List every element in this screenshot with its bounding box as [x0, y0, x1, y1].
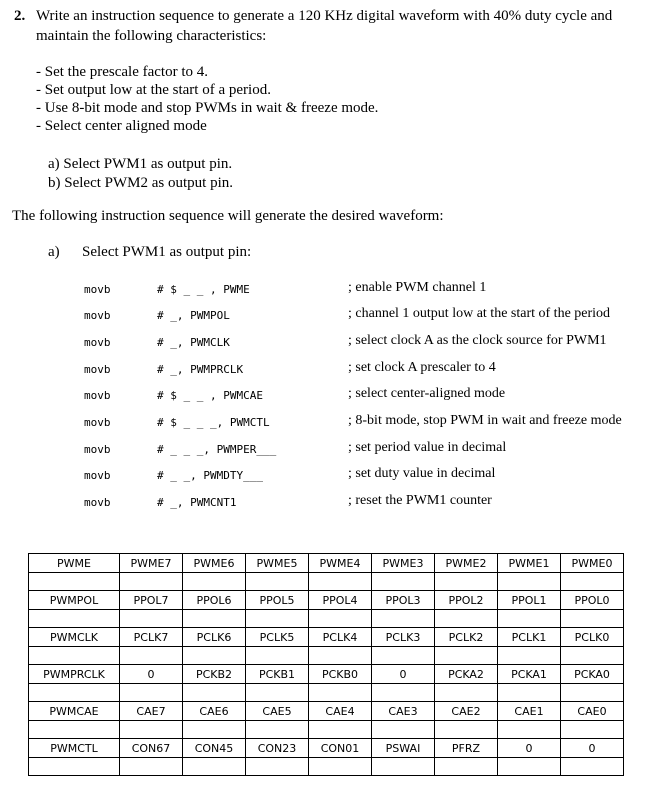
register-row: [29, 739, 624, 758]
register-value-row: [29, 647, 624, 665]
register-bit: 0: [372, 665, 435, 684]
register-value-row: [29, 758, 624, 776]
register-name: PWMPOL: [29, 591, 120, 610]
instruction-operand: # _ _, PWMDTY___: [157, 469, 263, 482]
register-value-cell: [435, 573, 498, 591]
sub-items-list: [48, 155, 233, 193]
register-bit: PPOL1: [498, 591, 561, 610]
register-bit: PCLK0: [561, 628, 624, 647]
instruction-mnemonic: movb: [84, 309, 111, 322]
register-bit: PCLK3: [372, 628, 435, 647]
instruction-comment: ; 8-bit mode, stop PWM in wait and freeze mode: [348, 413, 622, 428]
register-value-cell: [183, 684, 246, 702]
register-value-label: [29, 610, 120, 628]
register-value-cell: [183, 610, 246, 628]
register-value-cell: [309, 684, 372, 702]
register-value-cell: [120, 610, 183, 628]
register-value-cell: [309, 647, 372, 665]
register-value-cell: [561, 647, 624, 665]
register-row: [29, 628, 624, 647]
register-value-cell: [246, 684, 309, 702]
register-value-cell: [435, 684, 498, 702]
register-bit: PWME4: [309, 554, 372, 573]
register-bit: PCLK7: [120, 628, 183, 647]
register-value-row: [29, 573, 624, 591]
register-value-cell: [498, 610, 561, 628]
register-bit: PWME5: [246, 554, 309, 573]
register-bit: PCKB1: [246, 665, 309, 684]
register-value-cell: [561, 573, 624, 591]
part-a-title: Select PWM1 as output pin:: [82, 244, 252, 260]
instruction-operand: # $ _ _ , PWME: [157, 283, 250, 296]
register-value-cell: [183, 721, 246, 739]
instruction-operand: # $ _ _ _, PWMCTL: [157, 416, 270, 429]
sub-item: a) Select PWM1 as output pin.: [48, 156, 233, 172]
register-bit: 0: [561, 739, 624, 758]
register-row: [29, 665, 624, 684]
register-bit: CAE6: [183, 702, 246, 721]
instruction-mnemonic: movb: [84, 389, 111, 402]
instruction-operand: # _, PWMCNT1: [157, 496, 237, 509]
instruction-comment: ; set clock A prescaler to 4: [348, 360, 496, 375]
register-row: [29, 554, 624, 573]
requirement-item: - Use 8-bit mode and stop PWMs in wait & freeze mode.: [36, 100, 379, 116]
register-value-cell: [246, 721, 309, 739]
register-bit: PPOL2: [435, 591, 498, 610]
register-name: PWMPRCLK: [29, 665, 120, 684]
instruction-mnemonic: movb: [84, 443, 111, 456]
register-value-cell: [246, 573, 309, 591]
register-value-cell: [435, 610, 498, 628]
requirements-list: [36, 63, 378, 135]
instruction-comment: ; select clock A as the clock source for PWM1: [348, 333, 607, 348]
register-bit: PPOL7: [120, 591, 183, 610]
code-line: [0, 333, 665, 353]
register-bit: PWME1: [498, 554, 561, 573]
register-bit: PWME6: [183, 554, 246, 573]
register-value-cell: [309, 610, 372, 628]
register-bit: PCLK1: [498, 628, 561, 647]
instruction-mnemonic: movb: [84, 283, 111, 296]
register-value-cell: [309, 573, 372, 591]
register-bit: PCKB0: [309, 665, 372, 684]
instruction-operand: # _, PWMCLK: [157, 336, 230, 349]
register-value-cell: [498, 684, 561, 702]
part-a-heading: [48, 244, 251, 261]
register-bit: PWME0: [561, 554, 624, 573]
register-value-cell: [120, 721, 183, 739]
register-bit: PPOL3: [372, 591, 435, 610]
instruction-comment: ; select center-aligned mode: [348, 386, 506, 401]
code-line: [0, 280, 665, 300]
register-bit: CAE7: [120, 702, 183, 721]
register-value-cell: [120, 647, 183, 665]
register-value-cell: [120, 758, 183, 776]
register-bit: CAE2: [435, 702, 498, 721]
question-number: 2.: [14, 8, 26, 24]
register-bit: 0: [498, 739, 561, 758]
register-value-cell: [435, 647, 498, 665]
instruction-comment: ; set duty value in decimal: [348, 466, 496, 481]
register-bit: PWME3: [372, 554, 435, 573]
register-row: [29, 591, 624, 610]
register-name: PWMCLK: [29, 628, 120, 647]
instruction-mnemonic: movb: [84, 363, 111, 376]
code-line: [0, 306, 665, 326]
instruction-comment: ; set period value in decimal: [348, 440, 507, 455]
register-bit: PCLK4: [309, 628, 372, 647]
register-bit: CON01: [309, 739, 372, 758]
register-row: [29, 702, 624, 721]
instruction-mnemonic: movb: [84, 496, 111, 509]
code-line: [0, 493, 665, 513]
instruction-operand: # _ _ _, PWMPER___: [157, 443, 277, 456]
code-line: [0, 440, 665, 460]
part-a-label: a): [48, 244, 60, 260]
register-value-cell: [372, 647, 435, 665]
register-value-row: [29, 610, 624, 628]
instruction-operand: # _, PWMPRCLK: [157, 363, 244, 376]
register-value-cell: [561, 610, 624, 628]
register-value-cell: [561, 721, 624, 739]
register-bit: PSWAI: [372, 739, 435, 758]
register-value-cell: [498, 647, 561, 665]
register-bit: PCLK2: [435, 628, 498, 647]
register-value-label: [29, 684, 120, 702]
register-bit: PCLK5: [246, 628, 309, 647]
register-bit: PPOL6: [183, 591, 246, 610]
register-value-cell: [309, 758, 372, 776]
register-value-cell: [498, 721, 561, 739]
register-bit: CON23: [246, 739, 309, 758]
register-value-label: [29, 647, 120, 665]
instruction-comment: ; enable PWM channel 1: [348, 280, 487, 295]
register-value-cell: [561, 758, 624, 776]
register-name: PWMCTL: [29, 739, 120, 758]
register-bit: 0: [120, 665, 183, 684]
register-bit: PCKA2: [435, 665, 498, 684]
question-block: [14, 6, 654, 46]
register-bit: PWME7: [120, 554, 183, 573]
register-value-row: [29, 684, 624, 702]
register-value-cell: [435, 721, 498, 739]
requirement-item: - Set the prescale factor to 4.: [36, 64, 209, 80]
requirement-item: - Set output low at the start of a period.: [36, 82, 271, 98]
register-bit: PPOL5: [246, 591, 309, 610]
instruction-comment: ; channel 1 output low at the start of the period: [348, 306, 611, 321]
register-value-cell: [498, 573, 561, 591]
register-value-cell: [246, 610, 309, 628]
register-table: [28, 553, 624, 776]
code-line: [0, 360, 665, 380]
register-bit: CON45: [183, 739, 246, 758]
register-bit: PCKA1: [498, 665, 561, 684]
register-bit: PWME2: [435, 554, 498, 573]
register-value-cell: [183, 758, 246, 776]
register-value-cell: [372, 610, 435, 628]
instruction-mnemonic: movb: [84, 416, 111, 429]
instruction-operand: # _, PWMPOL: [157, 309, 230, 322]
register-value-cell: [372, 721, 435, 739]
register-value-cell: [183, 647, 246, 665]
register-value-label: [29, 721, 120, 739]
register-bit: CON67: [120, 739, 183, 758]
register-bit: CAE3: [372, 702, 435, 721]
register-bit: CAE0: [561, 702, 624, 721]
register-name: PWME: [29, 554, 120, 573]
code-line: [0, 386, 665, 406]
register-value-cell: [372, 758, 435, 776]
code-line: [0, 466, 665, 486]
instruction-mnemonic: movb: [84, 336, 111, 349]
register-value-cell: [120, 684, 183, 702]
register-bit: PCKA0: [561, 665, 624, 684]
register-value-label: [29, 573, 120, 591]
instruction-operand: # $ _ _ , PWMCAE: [157, 389, 263, 402]
register-value-row: [29, 721, 624, 739]
register-value-cell: [498, 758, 561, 776]
register-bit: PCLK6: [183, 628, 246, 647]
code-line: [0, 413, 665, 433]
intro-text: The following instruction sequence will generate the desired waveform:: [12, 208, 444, 224]
register-value-cell: [120, 573, 183, 591]
register-name: PWMCAE: [29, 702, 120, 721]
register-value-cell: [309, 721, 372, 739]
register-value-cell: [246, 647, 309, 665]
instruction-comment: ; reset the PWM1 counter: [348, 493, 492, 508]
sub-item: b) Select PWM2 as output pin.: [48, 175, 233, 191]
question-text: Write an instruction sequence to generate a 120 KHz digital waveform with 40% duty cycle and maintain the following characteristics:: [36, 8, 613, 44]
register-value-cell: [183, 573, 246, 591]
register-value-cell: [372, 573, 435, 591]
register-value-cell: [435, 758, 498, 776]
register-value-cell: [561, 684, 624, 702]
register-bit: PPOL0: [561, 591, 624, 610]
register-bit: CAE1: [498, 702, 561, 721]
register-bit: PFRZ: [435, 739, 498, 758]
register-bit: PCKB2: [183, 665, 246, 684]
register-value-cell: [246, 758, 309, 776]
register-value-cell: [372, 684, 435, 702]
register-bit: CAE5: [246, 702, 309, 721]
instruction-mnemonic: movb: [84, 469, 111, 482]
requirement-item: - Select center aligned mode: [36, 118, 207, 134]
register-bit: CAE4: [309, 702, 372, 721]
register-bit: PPOL4: [309, 591, 372, 610]
register-value-label: [29, 758, 120, 776]
